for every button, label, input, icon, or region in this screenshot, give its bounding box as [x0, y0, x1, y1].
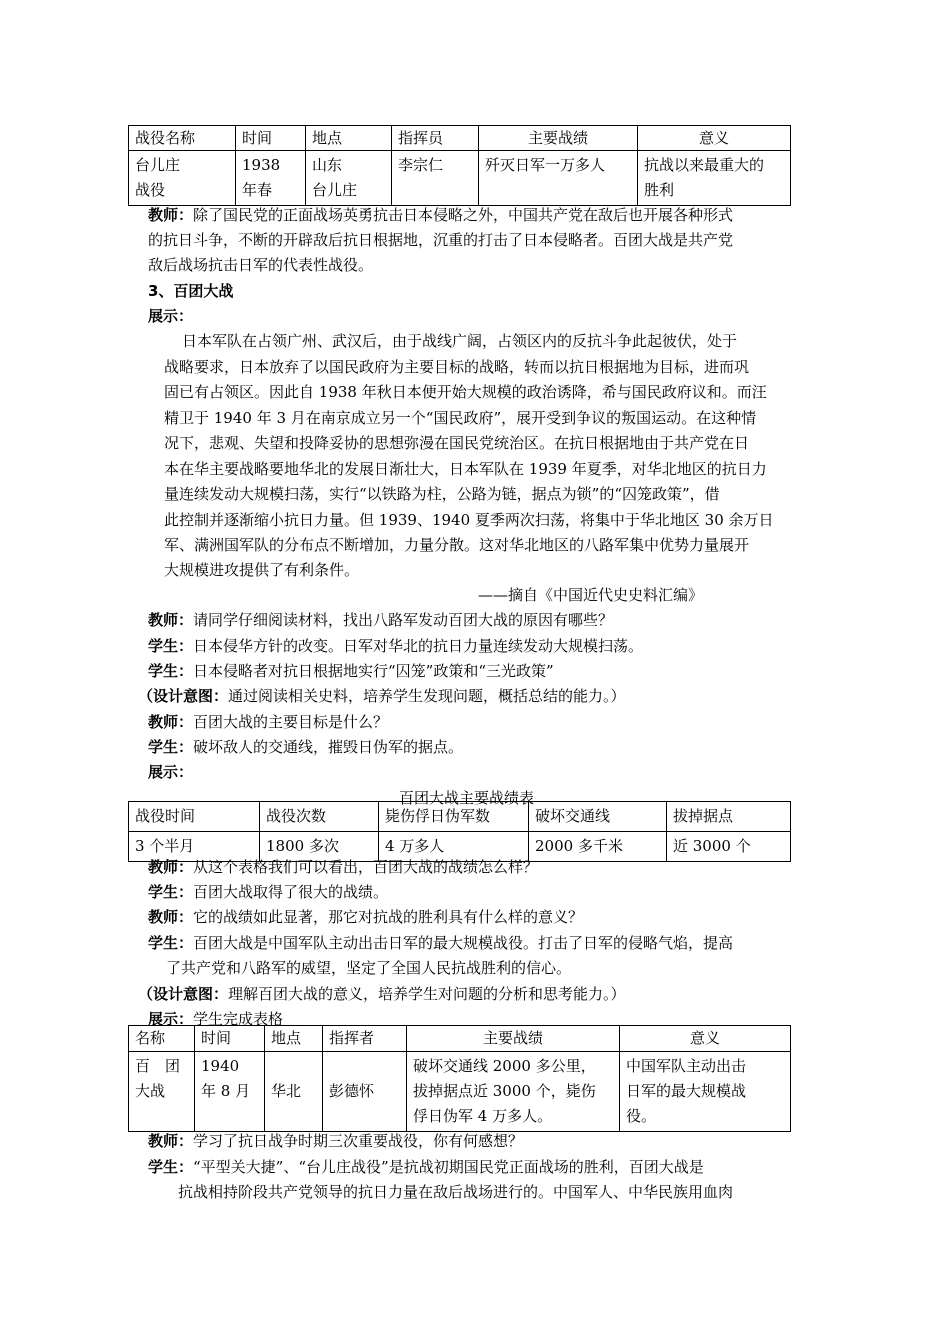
- table-header-cell: 指挥员: [392, 126, 479, 151]
- dialog-line: [148, 608, 613, 632]
- table-header-cell: 拔掉据点: [667, 802, 791, 832]
- speaker-label: 学生：: [148, 1158, 194, 1176]
- material-line: 此控制并逐渐缩小抗日力量。但 1939、1940 夏季两次扫荡，将集中于华北地区 30 余万日: [164, 511, 774, 529]
- dialog-line: [148, 905, 583, 929]
- table-header-cell: 主要战绩: [407, 1026, 620, 1052]
- table-row: [129, 1052, 791, 1132]
- cell-line: 台儿庄: [312, 181, 358, 199]
- table-cell: [620, 1052, 791, 1132]
- table-cell: [407, 1052, 620, 1132]
- table-cell: 李宗仁: [392, 151, 479, 206]
- speaker-label: 教师：: [148, 713, 194, 731]
- dialog-text: 百团大战取得了很大的战绩。: [193, 883, 389, 901]
- cell-line: 百 团: [135, 1057, 181, 1075]
- material-line: 大规模进攻提供了有利条件。: [164, 561, 360, 579]
- cell-line: 大战: [135, 1082, 166, 1100]
- table-cell: 华北: [265, 1052, 323, 1132]
- table-header-cell: 战役次数: [260, 802, 379, 832]
- cell-line: 破坏交通线 2000 多公里，: [413, 1057, 596, 1075]
- table-row: [129, 151, 791, 206]
- dialog-line: [148, 634, 643, 658]
- cell-line: 日军的最大规模战: [626, 1082, 747, 1100]
- dialog-line: [148, 710, 388, 734]
- table-header-cell: 地点: [265, 1026, 323, 1052]
- dialog-text: 百团大战的主要目标是什么？: [193, 713, 389, 731]
- show-label: 展示：: [148, 307, 194, 325]
- dialog-line: [148, 855, 538, 879]
- dialog-text: 学习了抗日战争时期三次重要战役，你有何感想？: [193, 1132, 524, 1150]
- table-header-cell: 战役时间: [129, 802, 260, 832]
- cell-line: 抗战以来最重大的: [644, 156, 765, 174]
- table-cell: 近 3000 个: [667, 832, 791, 862]
- table-cell: 2000 多千米: [529, 832, 667, 862]
- dialog-line: [148, 1155, 704, 1179]
- dialog-text: 它的战绩如此显著，那它对抗战的胜利具有什么样的意义？: [193, 908, 584, 926]
- speaker-label: 教师：: [148, 1132, 194, 1150]
- table-header-cell: 名称: [129, 1026, 195, 1052]
- table-header-row: [129, 1026, 791, 1052]
- table-header-cell: 破坏交通线: [529, 802, 667, 832]
- material-line: 战略要求，日本放弃了以国民政府为主要目标的战略，转而以抗日根据地为目标，进而巩: [164, 358, 750, 376]
- speaker-label: 学生：: [148, 637, 194, 655]
- dialog-continuation: 抗战相持阶段共产党领导的抗日力量在敌后战场进行的。中国军人、中华民族用血肉: [178, 1183, 734, 1201]
- cell-line: 1940: [201, 1057, 240, 1075]
- battle-table-baituan: [128, 1025, 791, 1132]
- table-header-cell: 意义: [638, 126, 791, 151]
- table-header-cell: 意义: [620, 1026, 791, 1052]
- table-cell: 歼灭日军一万多人: [479, 151, 638, 206]
- table-cell: 彭德怀: [323, 1052, 407, 1132]
- speaker-label: 学生：: [148, 934, 194, 952]
- table-cell: [306, 151, 392, 206]
- paragraph-line: 敌后战场抗击日军的代表性战役。: [148, 256, 374, 274]
- speaker-label: 教师：: [148, 858, 194, 876]
- material-line: 军、满洲国军队的分布点不断增加，力量分散。这对华北地区的八路军集中优势力量展开: [164, 536, 750, 554]
- show-label: 展示：: [148, 763, 194, 781]
- cell-line: 年 8 月: [201, 1082, 251, 1100]
- dialog-text: 请同学仔细阅读材料，找出八路军发动百团大战的原因有哪些？: [193, 611, 614, 629]
- speaker-label: 教师：: [148, 206, 194, 224]
- cell-line: 俘日伪军 4 万多人。: [413, 1107, 553, 1125]
- material-line: 况下，悲观、失望和投降妥协的思想弥漫在国民党统治区。在抗日根据地由于共产党在日: [164, 434, 750, 452]
- table-header-cell: 毙伤俘日伪军数: [379, 802, 529, 832]
- table-cell: 1800 多次: [260, 832, 379, 862]
- intent-label: （设计意图：: [138, 687, 229, 705]
- cell-line: 拔掉据点近 3000 个，毙伤: [413, 1082, 596, 1100]
- dialog-text: “平型关大捷”、“台儿庄战役”是抗战初期国民党正面战场的胜利，百团大战是: [193, 1158, 704, 1176]
- dialog-line: [148, 735, 463, 759]
- dialog-line: [148, 659, 554, 683]
- battle-table-taierzhuang: [128, 125, 791, 206]
- table-header-cell: 时间: [236, 126, 306, 151]
- design-intent: [138, 684, 626, 708]
- dialog-continuation: 了共产党和八路军的威望，坚定了全国人民抗战胜利的信心。: [166, 959, 572, 977]
- table-header-row: [129, 802, 791, 832]
- speaker-label: 教师：: [148, 908, 194, 926]
- dialog-text: 日本侵略者对抗日根据地实行“囚笼”政策和“三光政策”: [193, 662, 554, 680]
- table-cell: [638, 151, 791, 206]
- dialog-line: [148, 880, 388, 904]
- table-caption: 百团大战主要战绩表: [399, 789, 535, 807]
- intent-text: 理解百团大战的意义，培养学生对问题的分析和思考能力。）: [228, 985, 626, 1003]
- speaker-label: 学生：: [148, 662, 194, 680]
- section-heading: 3、百团大战: [148, 282, 234, 300]
- material-line: 精卫于 1940 年 3 月在南京成立另一个“国民政府”，展开受到争议的叛国运动。在这种情: [164, 409, 757, 427]
- cell-line: 役。: [626, 1107, 657, 1125]
- speaker-label: 学生：: [148, 883, 194, 901]
- table-header-cell: 战役名称: [129, 126, 236, 151]
- speaker-label: 教师：: [148, 611, 194, 629]
- results-table: [128, 801, 791, 862]
- material-source: ——摘自《中国近代史史料汇编》: [478, 586, 704, 604]
- teacher-paragraph-1: [148, 203, 733, 227]
- material-line: 固已有占领区。因此自 1938 年秋日本便开始大规模的政治诱降，希与国民政府议和。而汪: [164, 383, 767, 401]
- dialog-line: [148, 931, 733, 955]
- table-cell: [129, 1052, 195, 1132]
- cell-line: 中国军队主动出击: [626, 1057, 747, 1075]
- table-header-row: [129, 126, 791, 151]
- material-line: 量连续发动大规模扫荡，实行“以铁路为柱，公路为链，据点为锁”的“囚笼政策”，借: [164, 485, 720, 503]
- material-line: 日本军队在占领广州、武汉后，由于战线广阔，占领区内的反抗斗争此起彼伏，处于: [182, 332, 738, 350]
- material-line: 本在华主要战略要地华北的发展日渐壮大，日本军队在 1939 年夏季，对华北地区的抗日力: [164, 460, 767, 478]
- cell-line: 胜利: [644, 181, 675, 199]
- table-cell: 4 万多人: [379, 832, 529, 862]
- cell-line: 年春: [242, 181, 273, 199]
- cell-line: 山东: [312, 156, 343, 174]
- show-label: 展示：: [148, 1010, 194, 1028]
- dialog-line: [148, 1129, 523, 1153]
- show-text: 学生完成表格: [193, 1010, 284, 1028]
- table-header-cell: 时间: [195, 1026, 265, 1052]
- cell-line: 台儿庄: [135, 156, 181, 174]
- dialog-text: 百团大战是中国军队主动出击日军的最大规模战役。打击了日军的侵略气焰，提高: [193, 934, 734, 952]
- table-header-cell: 主要战绩: [479, 126, 638, 151]
- cell-line: 战役: [135, 181, 166, 199]
- paragraph-text: 除了国民党的正面战场英勇抗击日本侵略之外，中国共产党在敌后也开展各种形式: [193, 206, 734, 224]
- table-header-cell: 指挥者: [323, 1026, 407, 1052]
- paragraph-line: 的抗日斗争，不断的开辟敌后抗日根据地，沉重的打击了日本侵略者。百团大战是共产党: [148, 231, 734, 249]
- table-cell: [236, 151, 306, 206]
- intent-label: （设计意图：: [138, 985, 229, 1003]
- intent-text: 通过阅读相关史料，培养学生发现问题，概括总结的能力。）: [228, 687, 626, 705]
- cell-line: 1938: [242, 156, 281, 174]
- table-cell: [129, 151, 236, 206]
- dialog-text: 从这个表格我们可以看出，百团大战的战绩怎么样？: [193, 858, 539, 876]
- dialog-text: 破坏敌人的交通线，摧毁日伪军的据点。: [193, 738, 464, 756]
- dialog-text: 日本侵华方针的改变。日军对华北的抗日力量连续发动大规模扫荡。: [193, 637, 644, 655]
- speaker-label: 学生：: [148, 738, 194, 756]
- table-cell: 3 个半月: [129, 832, 260, 862]
- design-intent: [138, 982, 626, 1006]
- table-header-cell: 地点: [306, 126, 392, 151]
- table-cell: [195, 1052, 265, 1132]
